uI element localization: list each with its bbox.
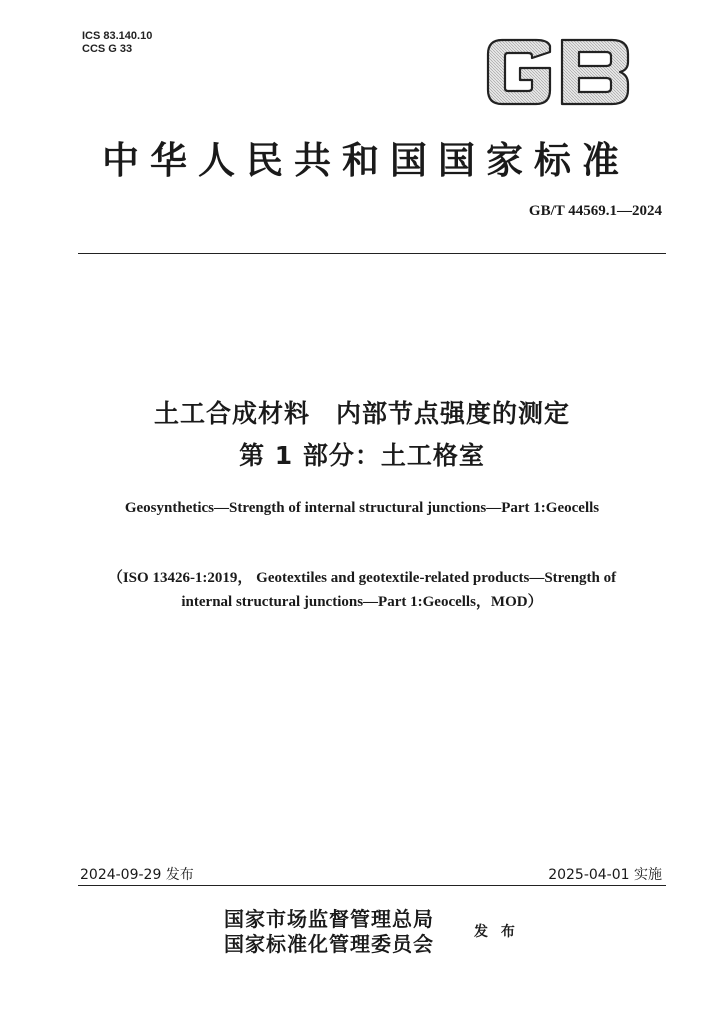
publish-label: 发 布 bbox=[474, 924, 519, 940]
implementation-date: 2025-04-01 实施 bbox=[548, 867, 662, 883]
standard-category-title: 中华人民共和国国家标准 bbox=[102, 139, 630, 182]
ccs-code: CCS G 33 bbox=[82, 43, 133, 55]
title-en: Geosynthetics—Strength of internal structural junctions—Part 1:Geocells bbox=[124, 500, 600, 516]
classification-codes bbox=[82, 30, 152, 56]
issuer-sac: 国家标准化管理委员会 bbox=[224, 932, 434, 956]
footer-divider bbox=[78, 885, 666, 886]
issuing-authorities bbox=[224, 907, 434, 957]
iso-reference-line2: internal structural junctions—Part 1:Geocells，MOD） bbox=[181, 594, 543, 610]
iso-reference-line1: （ISO 13426-1:2019， Geotextiles and geotextile-related products—Strength of bbox=[107, 570, 617, 586]
gb-logo bbox=[484, 38, 632, 106]
issue-date: 2024-09-29 发布 bbox=[80, 867, 194, 883]
issuer-samr: 国家市场监督管理总局 bbox=[224, 907, 434, 931]
title-cn-line2: 第 1 部分：土工格室 bbox=[239, 441, 485, 470]
logo-text: GB bbox=[558, 78, 560, 79]
title-cn-line1: 土工合成材料 内部节点强度的测定 bbox=[153, 399, 570, 428]
ics-code: ICS 83.140.10 bbox=[82, 30, 153, 42]
header-divider bbox=[78, 253, 666, 254]
standard-number: GB/T 44569.1—2024 bbox=[528, 203, 662, 219]
